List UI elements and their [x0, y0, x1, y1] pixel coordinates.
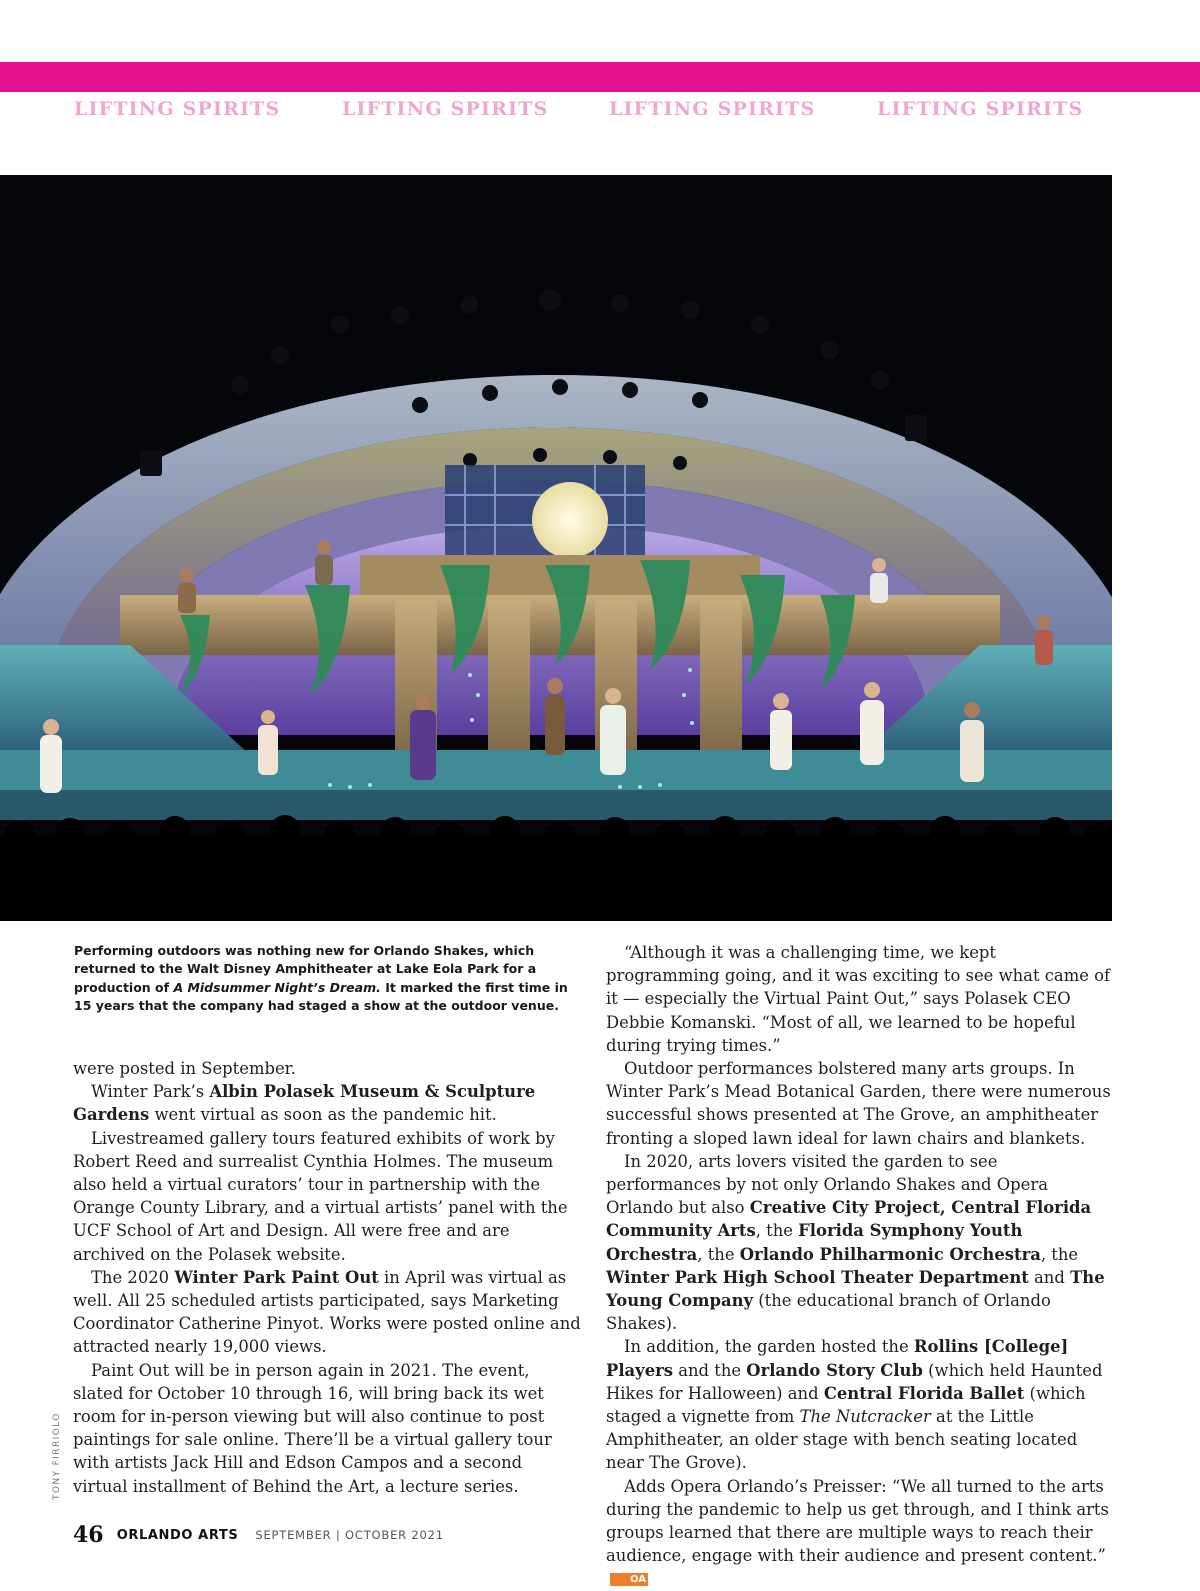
org-name: Albin Polasek Museum & Sculpture Gardens [73, 1082, 536, 1125]
body-text: Winter Park’s [91, 1082, 210, 1102]
body-paragraph: “Although it was a challenging time, we kept programming going, and it was exciting to see what came of it — especially the Virtual Paint Out,” says Polasek CEO Debbie Komanski. “Most of all, we learned to be hopeful during trying times.” [606, 943, 1111, 1055]
body-paragraph: Livestreamed gallery tours featured exhibits of work by Robert Reed and surrealist Cynthia Holmes. The museum also held a virtual curators’ tour in partnership with the Orange County Library, and a virtual artists’ panel with the UCF School of Art and Design. All were free and are archived on the Polasek website. [73, 1128, 568, 1264]
stage-photo [0, 175, 1112, 921]
body-paragraph [73, 1266, 581, 1359]
moon-disc [532, 482, 608, 558]
section-kicker: LIFTING SPIRITS [609, 98, 816, 120]
section-kicker: LIFTING SPIRITS [74, 98, 281, 120]
body-text: , the [697, 1244, 740, 1264]
caption-text: Performing outdoors was nothing new for Orlando Shakes, which returned to the Walt Disney Amphitheater at Lake Eola Park for a production of [74, 943, 537, 995]
body-paragraph [606, 1335, 1112, 1474]
section-kicker-row [0, 98, 1200, 124]
event-name: Winter Park Paint Out [174, 1267, 379, 1287]
org-name: Creative City Project, Central Florida Community Arts [606, 1198, 1092, 1241]
body-paragraph: were posted in September. [73, 1059, 296, 1078]
section-kicker: LIFTING SPIRITS [877, 98, 1084, 120]
magazine-name: ORLANDO ARTS [116, 1527, 239, 1543]
end-mark-badge: OA [610, 1573, 648, 1586]
body-paragraph [606, 1150, 1112, 1336]
section-kicker: LIFTING SPIRITS [342, 98, 549, 120]
org-name: Central Florida Ballet [823, 1383, 1025, 1403]
body-text: , the [755, 1221, 799, 1241]
body-paragraph [606, 1475, 1112, 1591]
body-text: and [1028, 1267, 1071, 1287]
body-text: (which staged a vignette from [606, 1383, 1086, 1427]
body-text: (which held Haunted Hikes for Halloween) and [606, 1360, 1103, 1403]
body-text: In 2020, arts lovers visited the garden to see performances by not only Orlando Shakes and Opera Orlando but also [606, 1151, 1048, 1218]
page-number: 46 [73, 1522, 104, 1548]
org-name: Rollins [College] Players [606, 1337, 1069, 1380]
stage-apron [0, 790, 1112, 820]
body-paragraph: Outdoor performances bolstered many arts groups. In Winter Park’s Mead Botanical Garden, there were numerous successful shows presented at The Grove, an amphitheater fronting a sloped lawn ideal for lawn chairs and blankets. [606, 1059, 1111, 1148]
photo-caption [74, 942, 584, 1016]
article-column-right [606, 941, 1112, 1591]
photo-credit: TONY FIRRIOLO [52, 1412, 62, 1500]
work-title: The Nutcracker [799, 1407, 931, 1427]
audience-silhouettes [0, 815, 1112, 921]
issue-date: SEPTEMBER | OCTOBER 2021 [255, 1528, 444, 1542]
body-text: Adds Opera Orlando’s Preisser: “We all turned to the arts during the pandemic to help us get through, and I think arts groups learned that there are multiple ways to reach their audience, engage with their audience and present content.” [606, 1476, 1109, 1566]
body-text: In addition, the garden hosted the [624, 1337, 914, 1357]
org-name: Florida Symphony Youth Orchestra [606, 1221, 1023, 1264]
body-paragraph: Paint Out will be in person again in 2021. The event, slated for October 10 through 16, will bring back its wet room for in-person viewing but will also continue to post paintings for sale online. There’ll be a virtual gallery tour with artists Jack Hill and Edson Campos and a second virtual installment of Behind the Art, a lecture series. [73, 1360, 552, 1496]
org-name: Orlando Story Club [746, 1360, 923, 1380]
org-name: Orlando Philharmonic Orchestra [739, 1244, 1041, 1264]
body-text: The 2020 [91, 1267, 175, 1287]
page-footer [73, 1522, 444, 1552]
org-name: Winter Park High School Theater Department [606, 1267, 1029, 1287]
org-name: The Young Company [606, 1267, 1105, 1311]
body-text: , the [1040, 1244, 1079, 1264]
body-text: in April was virtual as well. All 25 scheduled artists participated, says Marketing Coordinator Catherine Pinyot. Works were posted online and attracted nearly 19,000 views. [73, 1267, 581, 1357]
body-text: and the [673, 1360, 747, 1380]
body-paragraph [73, 1080, 581, 1126]
body-text: went virtual as soon as the pandemic hit. [149, 1105, 497, 1125]
header-accent-bar [0, 62, 1200, 92]
stage-illustration [0, 175, 1112, 921]
body-text: (the educational branch of Orlando Shakes). [606, 1291, 1051, 1334]
article-column-left [73, 1057, 581, 1498]
body-text: at the Little Amphitheater, an older stage with bench seating located near The Grove). [606, 1407, 1078, 1473]
caption-text: It marked the first time in 15 years that the company had staged a show at the outdoor venue. [74, 979, 568, 1014]
caption-production-title: A Midsummer Night’s Dream. [173, 979, 381, 995]
